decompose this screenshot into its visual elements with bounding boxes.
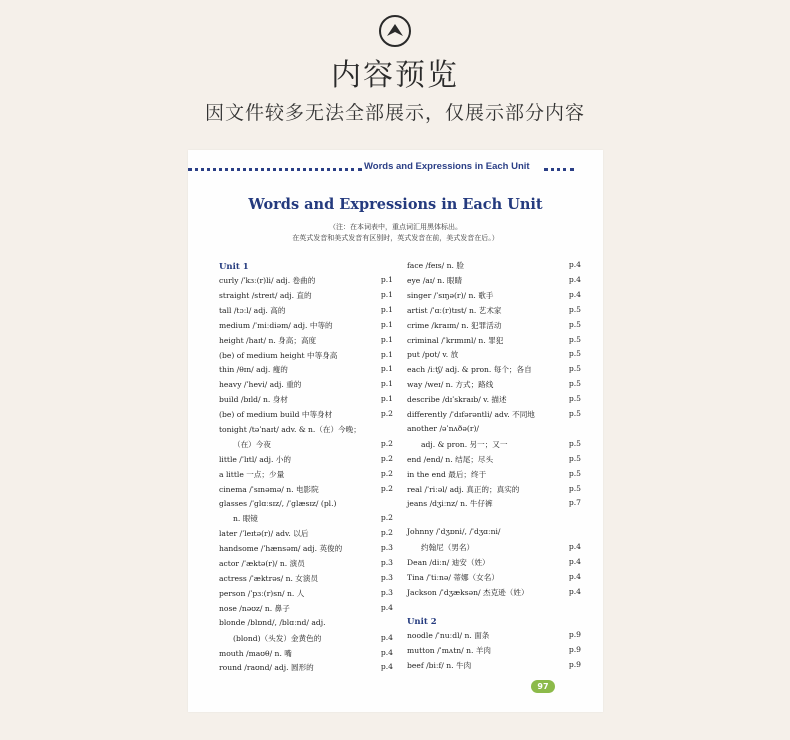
word-entry-page: p.5	[568, 379, 581, 389]
word-entry-page: p.4	[568, 557, 581, 567]
word-entry-text: (be) of medium build 中等身材	[219, 410, 333, 420]
word-entry	[407, 379, 581, 393]
word-entry	[219, 290, 393, 304]
promo-subtitle: 因文件较多无法全部展示，仅展示部分内容	[204, 102, 585, 124]
word-entry-page: p.2	[380, 483, 393, 493]
word-entry-text: nose /nəʊz/ n. 鼻子	[219, 603, 290, 613]
word-entry	[219, 469, 393, 483]
word-entry	[219, 350, 393, 364]
running-head	[188, 161, 603, 177]
word-entry-text: Johnny /ˈdʒɒni/, /ˈdʒɑːni/	[407, 527, 501, 537]
word-entry	[407, 409, 581, 423]
word-entry	[219, 484, 393, 498]
word-entry	[407, 484, 581, 498]
word-entry	[219, 662, 393, 676]
word-entry-text: describe /dɪˈskraɪb/ v. 描述	[407, 395, 507, 405]
word-entry-page: p.3	[380, 587, 393, 597]
word-entry	[219, 603, 393, 617]
word-entry	[219, 320, 393, 334]
word-entry	[219, 543, 393, 557]
note-line-2: 在英式发音和美式发音有区别时，英式发音在前，美式发音在后。）	[292, 234, 499, 242]
word-entry-text: mutton /ˈmʌtn/ n. 羊肉	[407, 645, 492, 655]
word-entry-page: p.3	[380, 543, 393, 553]
word-entry-page: p.4	[568, 274, 581, 284]
word-entry	[407, 454, 581, 468]
word-entry-page: p.5	[568, 304, 581, 314]
word-entry-text: straight /streɪt/ adj. 直的	[219, 290, 312, 300]
word-entry-page: p.2	[380, 453, 393, 463]
word-entry-page: p.2	[380, 438, 393, 448]
page-number-badge: 97	[531, 680, 555, 693]
word-entry	[219, 364, 393, 378]
word-entry-page: p.4	[568, 572, 581, 581]
word-entry-text: glasses /ˈglɑːsɪz/, /ˈglæsɪz/ (pl.)	[219, 498, 337, 508]
word-entry-text: little /ˈlɪtl/ adj. 小的	[219, 454, 292, 464]
word-entry-text: heavy /ˈhevi/ adj. 重的	[219, 380, 302, 390]
word-entry-text: adj. & pron. 另一；又一	[421, 439, 508, 449]
word-entry	[407, 645, 581, 659]
word-entry	[407, 469, 581, 483]
word-entry-page: p.4	[380, 632, 393, 642]
word-entry	[219, 528, 393, 542]
word-entry-page: p.5	[568, 453, 581, 463]
word-entry-text: face /feɪs/ n. 脸	[407, 261, 464, 270]
promo-title: 内容预览	[331, 58, 459, 93]
word-entry-text: thin /θɪn/ adj. 瘦的	[219, 365, 288, 375]
word-entry-text: beef /biːf/ n. 牛肉	[407, 660, 472, 670]
word-entry-text: tonight /təˈnaɪt/ adv. & n.（在）今晚；	[219, 425, 361, 434]
word-entry-page: p.4	[568, 542, 581, 552]
word-entry-page: p.4	[380, 602, 393, 612]
note-line-1: （注：在本词表中，重点词汇用黑体标出。	[329, 223, 462, 231]
word-entry-text: jeans /dʒiːnz/ n. 牛仔裤	[407, 499, 493, 509]
word-entry	[219, 618, 393, 632]
word-entry	[219, 335, 393, 349]
page-heading: Words and Expressions in Each Unit	[248, 196, 543, 213]
word-entry-text: way /weɪ/ n. 方式；路线	[407, 380, 494, 390]
unit-heading: Unit 1	[219, 262, 249, 272]
word-entry	[407, 364, 581, 378]
word-entry-page: p.4	[568, 289, 581, 299]
word-entry	[407, 630, 581, 644]
word-entry-page: p.1	[380, 364, 393, 374]
word-entry-text: Tina /ˈtiːnə/ 蒂娜（女名）	[407, 573, 499, 582]
word-entry	[407, 394, 581, 408]
word-entry	[407, 290, 581, 304]
word-entry	[219, 499, 393, 513]
word-entry-text: cinema /ˈsɪnəmə/ n. 电影院	[219, 484, 319, 494]
word-entry-page: p.5	[568, 319, 581, 329]
word-entry-page: p.1	[380, 349, 393, 359]
word-entry-page: p.5	[568, 394, 581, 404]
word-entry	[219, 275, 393, 289]
word-entry	[407, 439, 581, 453]
word-entry-text: (be) of medium height 中等身高	[219, 350, 338, 360]
word-entry-text: build /bɪld/ n. 身材	[219, 395, 288, 405]
word-entry-page: p.1	[380, 319, 393, 329]
word-entry-text: person /ˈpɜː(r)sn/ n. 人	[219, 588, 305, 598]
word-entry-text: each /iːtʃ/ adj. & pron. 每个；各自	[407, 365, 532, 375]
word-entry-text: eye /aɪ/ n. 眼睛	[407, 275, 463, 285]
word-entry	[407, 527, 581, 541]
running-head-text: Words and Expressions in Each Unit	[364, 161, 530, 172]
word-entry-page: p.9	[568, 644, 581, 654]
word-entry-page: p.2	[380, 528, 393, 538]
word-entry-page: p.4	[568, 260, 581, 269]
word-entry-page: p.5	[568, 438, 581, 448]
word-entry	[407, 424, 581, 438]
word-entry-text: handsome /ˈhænsəm/ adj. 英俊的	[219, 544, 343, 554]
word-entry	[407, 305, 581, 319]
dotted-rule-left	[188, 168, 362, 171]
word-entry-text: singer /ˈsɪŋə(r)/ n. 歌手	[407, 290, 494, 300]
word-entry-text: later /ˈleɪtə(r)/ adv. 以后	[219, 529, 309, 539]
word-entry	[219, 424, 393, 438]
word-entry-text: noodle /ˈnuːdl/ n. 面条	[407, 630, 490, 640]
word-entry-text: another /əˈnʌðə(r)/	[407, 423, 479, 433]
dotted-rule-right	[544, 168, 574, 171]
word-entry	[407, 275, 581, 289]
word-entry-text: 约翰尼（男名）	[421, 543, 475, 553]
word-entry	[219, 394, 393, 408]
word-entry-text: mouth /maʊθ/ n. 嘴	[219, 648, 292, 658]
word-entry-page: p.4	[568, 586, 581, 596]
word-entry-text: artist /ˈɑː(r)tɪst/ n. 艺术家	[407, 305, 502, 315]
word-entry	[219, 588, 393, 602]
word-entry-text: curly /ˈkɜː(r)li/ adj. 卷曲的	[219, 276, 316, 285]
word-entry	[219, 305, 393, 319]
word-entry-text: actor /ˈæktə(r)/ n. 演员	[219, 559, 305, 569]
word-entry	[407, 260, 581, 274]
word-entry	[407, 557, 581, 571]
word-entry-page: p.5	[568, 349, 581, 359]
word-entry	[407, 572, 581, 586]
word-entry	[407, 498, 581, 512]
word-entry-text: put /pʊt/ v. 放	[407, 350, 459, 360]
word-entry-text: crime /kraɪm/ n. 犯罪活动	[407, 320, 502, 330]
word-entry-page: p.1	[380, 289, 393, 299]
word-entry-page: p.4	[380, 662, 393, 672]
word-entry-text: （在）今夜	[233, 439, 271, 449]
word-entry	[219, 573, 393, 587]
word-entry	[407, 335, 581, 349]
word-entry-page: p.1	[380, 275, 393, 284]
word-entry-page: p.9	[568, 659, 581, 669]
word-entry-text: blonde /blɒnd/, /blɑːnd/ adj.	[219, 617, 326, 627]
word-entry-page: p.5	[568, 409, 581, 418]
word-entry-page: p.3	[380, 558, 393, 568]
word-entry	[407, 587, 581, 601]
word-entry	[407, 542, 581, 556]
word-entry-page: p.2	[380, 468, 393, 478]
word-entry	[407, 320, 581, 334]
word-entry-page: p.9	[568, 629, 581, 639]
word-entry-text: a little 一点；少量	[219, 469, 285, 479]
word-entry-page: p.5	[568, 334, 581, 344]
word-entry-page: p.3	[380, 573, 393, 582]
word-entry	[219, 648, 393, 662]
word-entry-page: p.5	[568, 483, 581, 493]
word-entry-page: p.2	[380, 513, 393, 523]
word-entry-page: p.5	[568, 468, 581, 478]
word-entry-page: p.1	[380, 394, 393, 404]
word-entry-text: real /ˈriːəl/ adj. 真正的；真实的	[407, 484, 520, 494]
word-entry	[219, 558, 393, 572]
word-entry	[219, 379, 393, 393]
word-entry	[219, 439, 393, 453]
word-entry-text: n. 眼镜	[233, 514, 258, 524]
word-entry-page: p.1	[380, 334, 393, 344]
word-entry-text: end /end/ n. 结尾；尽头	[407, 454, 494, 464]
word-entry	[219, 409, 393, 423]
document-page	[188, 150, 603, 712]
word-entry-page: p.1	[380, 304, 393, 314]
word-entry-text: round /raʊnd/ adj. 圆形的	[219, 663, 314, 673]
word-entry	[219, 513, 393, 527]
word-entry-page: p.5	[568, 364, 581, 374]
word-entry-text: tall /tɔːl/ adj. 高的	[219, 305, 286, 315]
unit-heading: Unit 2	[407, 616, 437, 627]
word-entry-text: medium /ˈmiːdiəm/ adj. 中等的	[219, 320, 333, 330]
word-entry-page: p.7	[568, 498, 581, 508]
word-entry-page: p.4	[380, 647, 393, 657]
word-entry-text: criminal /ˈkrɪmɪnl/ n. 罪犯	[407, 335, 504, 345]
word-entry	[407, 660, 581, 674]
word-entry-text: differently /ˈdɪfərəntli/ adv. 不同地	[407, 410, 535, 419]
word-entry-text: Dean /diːn/ 迪安（姓）	[407, 558, 490, 568]
word-entry-text: (blond)（头发）金黄色的	[233, 633, 322, 643]
word-entry	[219, 633, 393, 647]
chevron-up-circle-icon	[378, 14, 412, 48]
word-entry	[407, 349, 581, 363]
word-entry-text: Jackson /ˈdʒæksən/ 杰克逊（姓）	[407, 587, 529, 597]
word-entry	[219, 454, 393, 468]
word-entry-text: height /haɪt/ n. 身高；高度	[219, 335, 317, 345]
word-entry-text: in the end 最后；终于	[407, 469, 487, 479]
word-entry-page: p.1	[380, 379, 393, 389]
word-entry-page: p.2	[380, 409, 393, 419]
word-entry-text: actress /ˈæktrəs/ n. 女演员	[219, 574, 319, 583]
